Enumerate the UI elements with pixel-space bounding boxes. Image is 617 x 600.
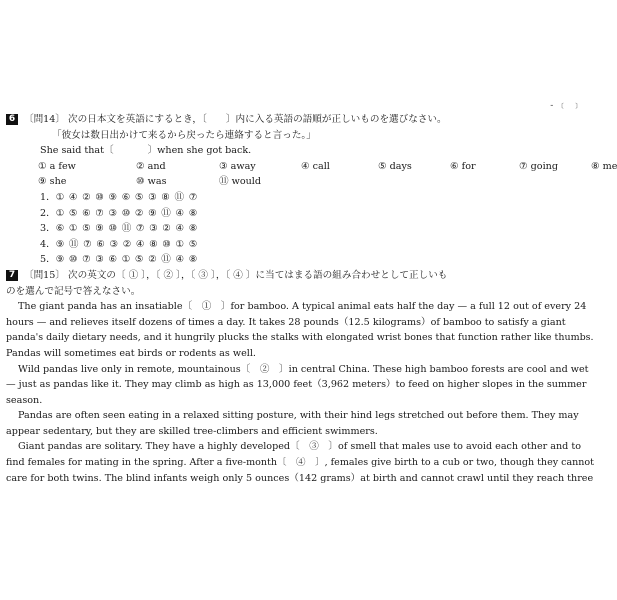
q6-options-row-2 <box>0 174 600 190</box>
passage-text: find females for mating in the spring. After a five-month〔 ④ 〕, females give birth to a cub or two, though they cannot <box>6 457 594 469</box>
word-option: ① a few <box>38 160 76 172</box>
word-option: ⑩ was <box>136 176 167 188</box>
choice-number: 5． <box>40 254 56 266</box>
answer-choice-text <box>40 252 202 268</box>
answer-choice <box>0 237 600 253</box>
passage-text: — just as pandas like it. They may climb as high as 13,000 feet（3,962 meters）to feed on higher slopes in the summer <box>6 379 587 391</box>
answer-choice-text <box>40 237 202 253</box>
word-option: ⑨ she <box>38 176 67 188</box>
answer-choice-text <box>40 221 202 237</box>
passage-text: Giant pandas are solitary. They have a highly developed〔 ③ 〕of smell that males use to avoid each other and to <box>18 441 581 453</box>
choice-number: 4． <box>40 238 56 250</box>
sentence-prefix: She said that〔 <box>40 145 114 157</box>
sentence-suffix: 〕when she got back. <box>147 145 252 157</box>
word-options <box>38 159 617 175</box>
q7-heading-continued: のを選んで記号で答えなさい。 <box>6 285 141 297</box>
answer-choice-text <box>40 206 202 222</box>
answer-choice <box>0 221 600 237</box>
answer-choice <box>0 190 600 206</box>
word-option: ⑤ days <box>378 160 412 172</box>
answer-choice <box>0 252 600 268</box>
q7-heading-row <box>0 268 600 284</box>
word-option: ⑪ would <box>219 176 262 188</box>
word-option: ⑥ for <box>450 160 476 172</box>
q7-heading: 〔問15〕 次の英文の〔 ① 〕，〔 ② 〕，〔 ③ 〕，〔 ④ 〕に当てはまる語の組み合わせとして正しいも <box>24 269 448 281</box>
word-option: ② and <box>136 160 166 172</box>
answer-choice <box>0 206 600 222</box>
answer-choice-text <box>40 190 202 206</box>
passage-text: care for both twins. The blind infants weigh only 5 ounces（142 grams）at birth and cannot crawl until they reach three <box>6 472 594 484</box>
passage-line <box>0 377 600 393</box>
word-option: ⑧ me <box>591 160 617 172</box>
q6-options-row-1 <box>0 159 617 175</box>
word-option: ⑦ going <box>519 160 558 172</box>
passage-text: The giant panda has an insatiable〔 ① 〕for bamboo. A typical animal eats half the day — a full 12 out of every 24 <box>18 301 587 313</box>
choice-sequence: ⑨⑪⑦⑥③②④⑧⑩①⑤ <box>55 238 202 250</box>
q6-japanese-sentence: 「彼女は数日出かけて来るから戻ったら連絡すると言った。」 <box>52 129 316 141</box>
passage-line <box>0 455 600 471</box>
q6-heading: 〔問14〕 次の日本文を英語にするとき，〔 〕内に入る英語の語順が正しいものを選びなさい。 <box>24 114 447 125</box>
passage-text: Wild pandas live only in remote, mountainous〔 ② 〕in central China. These high bamboo forests are cool and wet <box>18 363 589 375</box>
q6-english-sentence <box>40 143 251 159</box>
choice-sequence: ①④②⑩⑨⑥⑤③⑧⑪⑦ <box>55 191 202 203</box>
q6-sentence-row <box>0 143 600 159</box>
word-options <box>38 174 598 190</box>
choice-sequence: ⑨⑩⑦③⑥①⑤②⑪④⑧ <box>55 254 202 266</box>
passage-line <box>0 393 600 409</box>
passage-line <box>0 315 600 331</box>
corner-marks: - ﹝ ﹞ <box>550 101 582 111</box>
q6-heading-row <box>0 112 600 128</box>
q6-japanese-row <box>0 128 600 144</box>
word-option: ④ call <box>301 160 330 172</box>
passage-text: Pandas are often seen eating in a relaxed sitting posture, with their hind legs stretched out before them. They may <box>18 410 579 422</box>
choice-number: 3． <box>40 223 56 235</box>
passage-text: Pandas will sometimes eat birds or rodents as well. <box>6 347 256 359</box>
passage-line <box>0 471 600 487</box>
q7-badge: 7 <box>6 270 18 281</box>
choice-sequence: ⑥①⑤⑨⑩⑪⑦③②④⑧ <box>55 223 202 235</box>
exam-page <box>0 112 617 486</box>
passage-text: hours — and relieves itself dozens of times a day. It takes 28 pounds（12.5 kilograms）of bamboo to satisfy a giant <box>6 316 566 328</box>
q6-badge: 6 <box>6 114 18 125</box>
passage-line <box>0 299 600 315</box>
passage-text: appear sedentary, but they are skilled tree-climbers and efficient swimmers. <box>6 425 378 437</box>
word-option: ③ away <box>219 160 256 172</box>
q7-heading-row-2 <box>0 284 600 300</box>
passage-line <box>0 346 600 362</box>
passage-line <box>0 408 600 424</box>
passage-line <box>0 330 600 346</box>
passage-text: panda's daily dietary needs, and it hungrily plucks the stalks with elongated wrist bones that function rather like thumbs. <box>6 332 594 344</box>
choice-sequence: ①⑤⑥⑦③⑩②⑨⑪④⑧ <box>55 207 202 219</box>
passage-line <box>0 424 600 440</box>
choice-number: 1． <box>40 191 56 203</box>
passage-line <box>0 439 600 455</box>
choice-number: 2． <box>40 207 56 219</box>
passage-line <box>0 362 600 378</box>
passage-text: season. <box>6 394 43 406</box>
